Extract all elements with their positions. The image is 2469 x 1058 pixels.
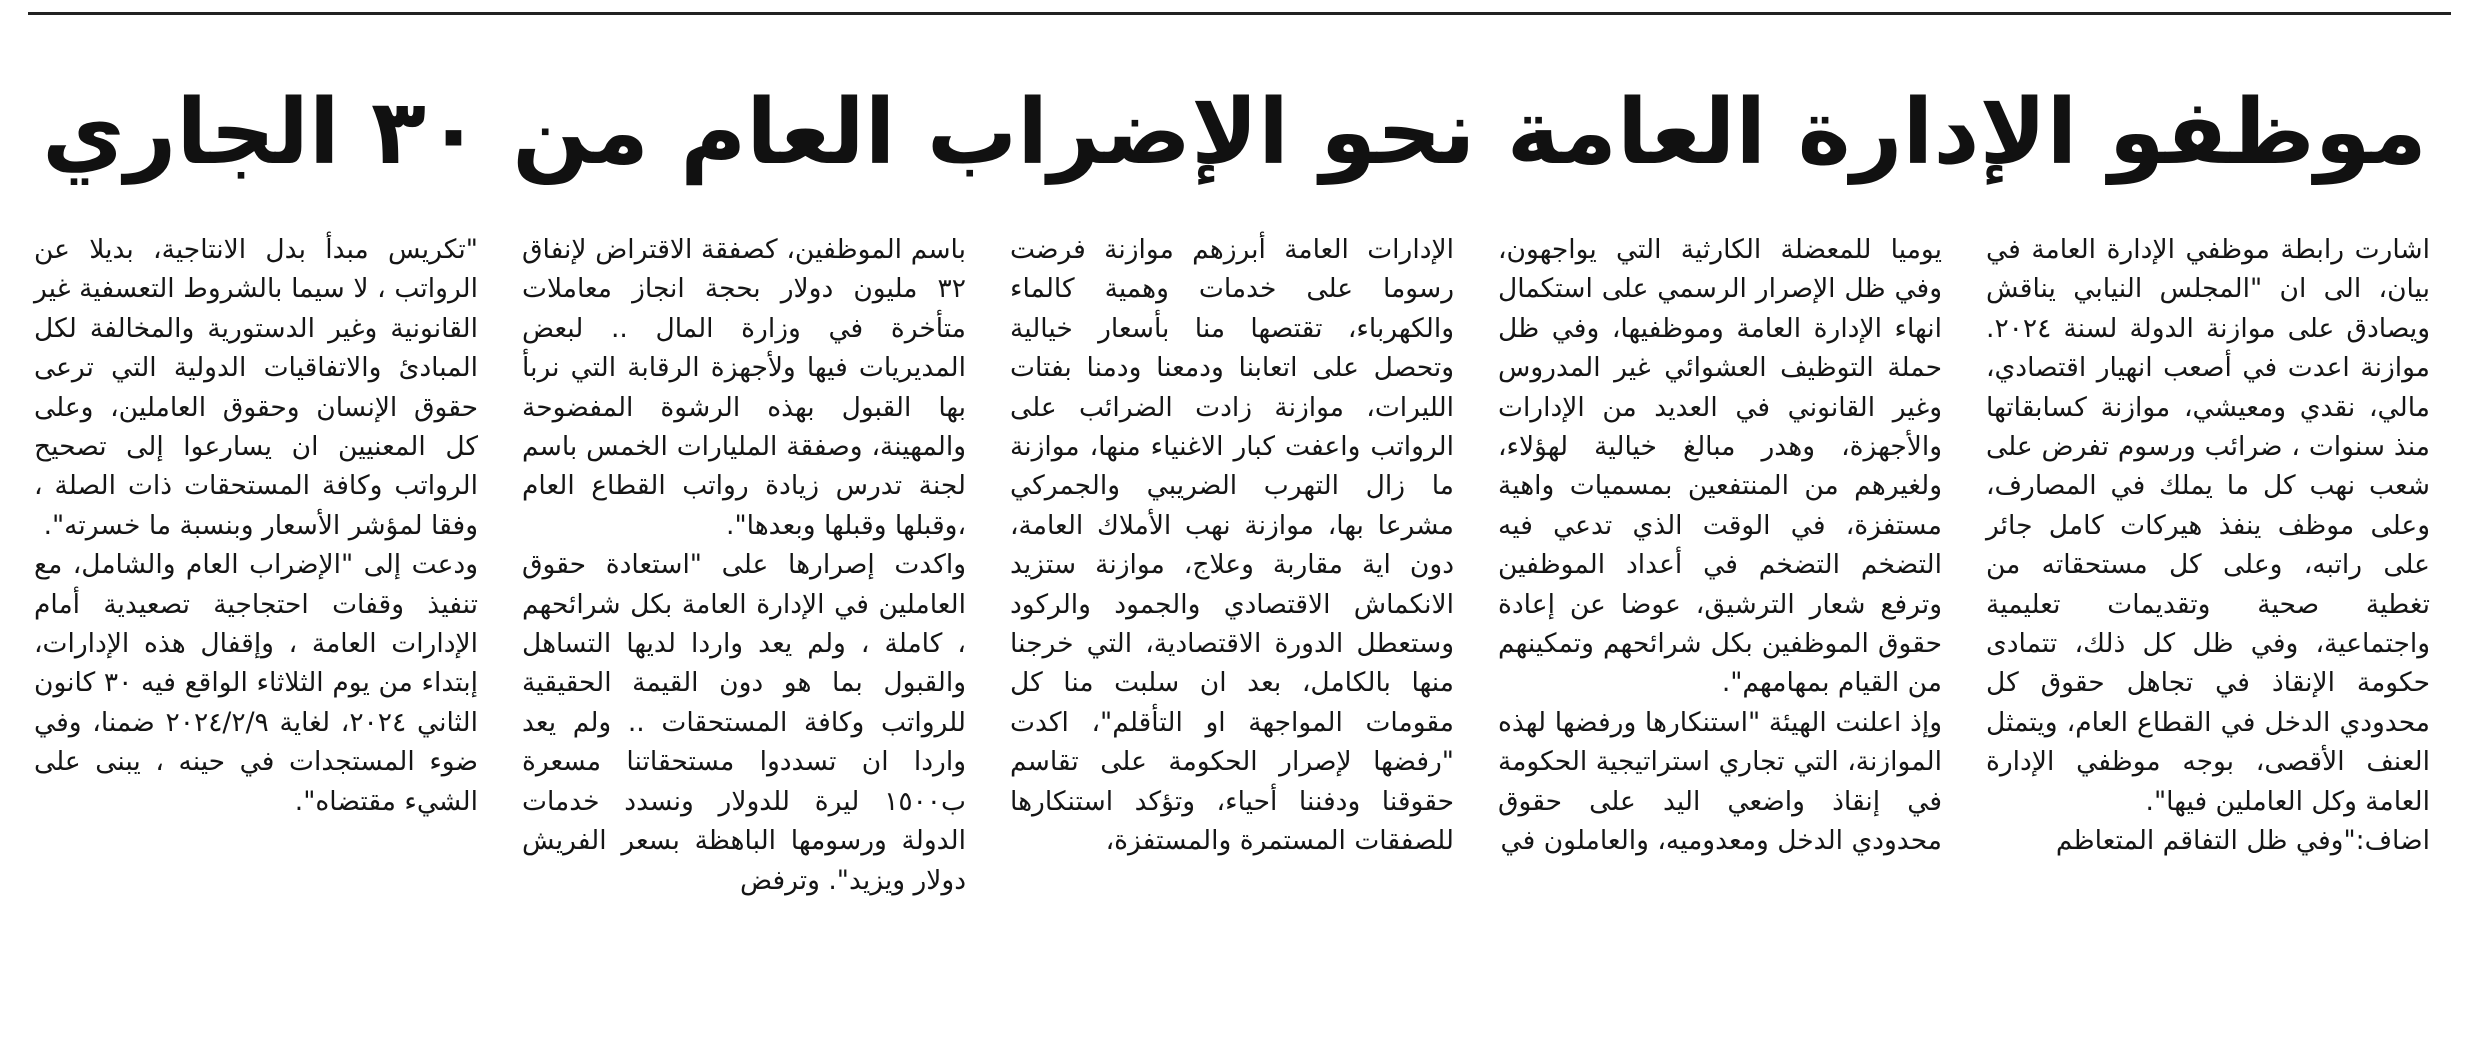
- column-3: [988, 222, 1476, 1058]
- column-5: [12, 222, 500, 1058]
- column-2-paragraph-2: وإذ اعلنت الهيئة "استنكارها ورفضها لهذه الموازنة، التي تجاري استراتيجية الحكومة في إنقاذ واضعي اليد على حقوق محدودي الدخل ومعدوميه، والعاملون في: [1498, 706, 1942, 857]
- article-body-columns: [12, 222, 2452, 1058]
- column-1-paragraph-2: اضاف:"وفي ظل التفاقم المتعاظم: [2055, 825, 2430, 857]
- column-4-paragraph-1: باسم الموظفين، كصفقة الاقتراض لإنفاق ٣٢ مليون دولار بحجة انجاز معاملات متأخرة في وزارة المال .. لبعض المديريات فيها ولأجهزة الرقابة التي نربأ بها القبول بهذه الرشوة المفضوحة والمهينة، وصفقة المليارات الخمس باسم لجنة تدرس زيادة رواتب القطاع العام ،وقبلها وقبلها وبعدها".: [522, 234, 966, 541]
- article-headline: موظفو الإدارة العامة نحو الإضراب العام من ٣٠ الجاري: [42, 80, 2427, 185]
- column-4-paragraph-2: واكدت إصرارها على "استعادة حقوق العاملين في الإدارة العامة بكل شرائحهم ، كاملة ، ولم يعد واردا لديها التساهل والقبول بما هو دون القيمة الحقيقية للرواتب وكافة المستحقات .. ولم يعد واردا ان تسددوا مستحقاتنا مسعرة ب١٥٠٠ ليرة للدولار ونسدد خدمات الدولة ورسومها الباهظة بسعر الفريش دولار ويزيد". وترفض: [522, 549, 966, 896]
- column-5-paragraph-1: "تكريس مبدأ بدل الانتاجية، بديلا عن الرواتب ، لا سيما بالشروط التعسفية غير القانونية وغير الدستورية والمخالفة لكل المبادئ والاتفاقيات الدولية التي ترعى حقوق الإنسان وحقوق العاملين، وعلى كل المعنيين ان يسارعوا إلى تصحيح الرواتب وكافة المستحقات ذات الصلة ، وفقا لمؤشر الأسعار وبنسبة ما خسرته".: [34, 234, 478, 541]
- column-1-paragraph-1: اشارت رابطة موظفي الإدارة العامة في بيان، الى ان "المجلس النيابي يناقش ويصادق على موازنة الدولة لسنة ٢٠٢٤. موازنة اعدت في أصعب انهيار اقتصادي، مالي، نقدي ومعيشي، موازنة كسابقاتها منذ سنوات ، ضرائب ورسوم تفرض على شعب نهب كل ما يملك في المصارف، وعلى موظف ينفذ هيركات كامل جائر على راتبه، وعلى كل مستحقاته من تغطية صحية وتقديمات تعليمية واجتماعية، وفي ظل كل ذلك، تتمادى حكومة الإنقاذ في تجاهل حقوق كل محدودي الدخل في القطاع العام، ويتمثل العنف الأقصى، بوجه موظفي الإدارة العامة وكل العاملين فيها".: [1986, 234, 2430, 817]
- column-2-paragraph-1: يوميا للمعضلة الكارثية التي يواجهون، وفي ظل الإصرار الرسمي على استكمال انهاء الإدارة العامة وموظفيها، وفي ظل حملة التوظيف العشوائي غير المدروس وغير القانوني في العديد من الإدارات والأجهزة، وهدر مبالغ خيالية لهؤلاء، ولغيرهم من المنتفعين بمسميات واهية مستفزة، في الوقت الذي تدعي فيه التضخم التضخم في أعداد الموظفين وترفع شعار الترشيق، عوضا عن إعادة حقوق الموظفين بكل شرائحهم وتمكينهم من القيام بمهامهم".: [1498, 234, 1942, 699]
- column-1: [1964, 222, 2452, 1058]
- column-5-paragraph-2: ودعت إلى "الإضراب العام والشامل، مع تنفيذ وقفات احتجاجية تصعيدية أمام الإدارات العامة ، وإقفال هذه الإدارات، إبتداء من يوم الثلاثاء الواقع فيه ٣٠ كانون الثاني ٢٠٢٤، لغاية ٢٠٢٤/٢/٩ ضمنا، وفي ضوء المستجدات في حينه ، يبنى على الشيء مقتضاه".: [34, 549, 478, 817]
- top-divider-rule: [28, 12, 2451, 15]
- column-2: [1476, 222, 1964, 1058]
- column-4: [500, 222, 988, 1058]
- column-3-paragraph-1: الإدارات العامة أبرزهم موازنة فرضت رسوما على خدمات وهمية كالماء والكهرباء، تقتصها منا بأسعار خيالية وتحصل على اتعابنا ودمعنا ودمنا بفتات الليرات، موازنة زادت الضرائب على الرواتب واعفت كبار الاغنياء منها، موازنة ما زال التهرب الضريبي والجمركي مشرعا بها، موازنة نهب الأملاك العامة، دون اية مقاربة وعلاج، موازنة ستزيد الانكماش الاقتصادي والجمود والركود وستعطل الدورة الاقتصادية، التي خرجنا منها بالكامل، بعد ان سلبت منا كل مقومات المواجهة او التأقلم"، اكدت "رفضها لإصرار الحكومة على تقاسم حقوقنا ودفننا أحياء، وتؤكد استنكارها للصفقات المستمرة والمستفزة،: [1010, 234, 1454, 857]
